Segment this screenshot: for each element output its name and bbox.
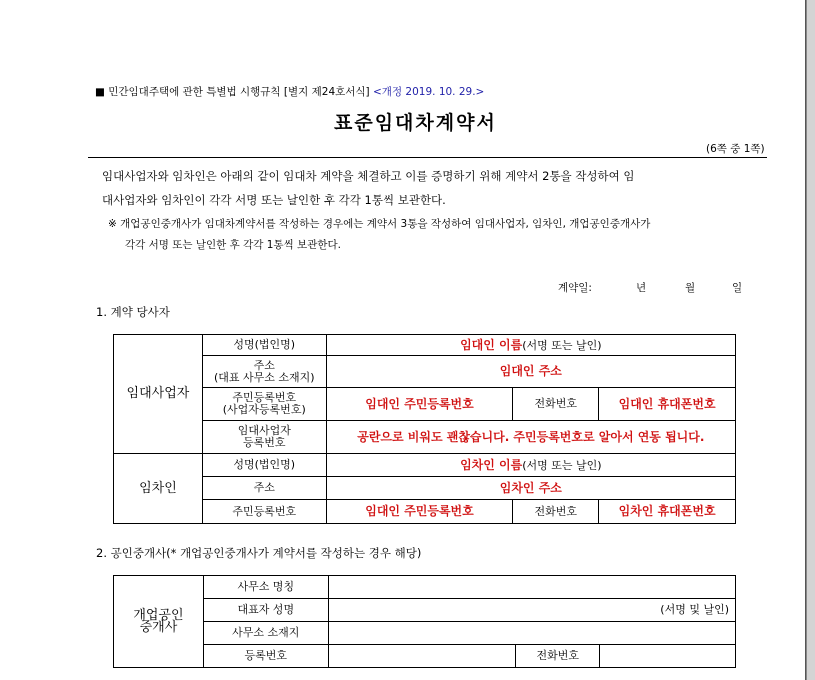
header-divider	[88, 157, 767, 158]
lessee-id-cell[interactable]	[326, 500, 513, 524]
broker-sign-note: (서명 및 날인)	[660, 603, 729, 616]
lessee-address-cell[interactable]	[326, 477, 735, 500]
broker-address-label: 사무소 소재지	[203, 622, 328, 645]
lessor-reg-value: 공란으로 비워도 괜찮습니다. 주민등록번호로 알아서 연동 됩니다.	[357, 429, 705, 444]
lessor-reg-cell[interactable]	[326, 421, 735, 454]
page-indicator: (6쪽 중 1쪽)	[706, 143, 765, 155]
section1-title: 1. 계약 당사자	[96, 305, 170, 319]
broker-phone-label: 전화번호	[516, 645, 600, 668]
section2-title: 2. 공인중개사(* 개업공인중개사가 계약서를 작성하는 경우 해당)	[96, 546, 422, 560]
lessor-sign-note: (서명 또는 날인)	[522, 338, 602, 352]
contract-date-label: 계약일:	[558, 282, 592, 294]
lessor-address-cell[interactable]	[326, 356, 735, 388]
broker-reg-label: 등록번호	[203, 645, 328, 668]
broker-rep-cell[interactable]	[328, 599, 735, 622]
broker-rep-label: 대표자 성명	[203, 599, 328, 622]
lessor-address-row	[114, 356, 736, 388]
lessor-address-value: 임대인 주소	[499, 364, 562, 378]
intro-line-2: 대사업자와 임차인이 각각 서명 또는 날인한 후 각각 1통씩 보관한다.	[102, 193, 446, 207]
lessor-id-cell[interactable]	[326, 388, 513, 421]
broker-rep-row	[114, 599, 736, 622]
broker-address-row	[114, 622, 736, 645]
lessor-id-row	[114, 388, 736, 421]
lessor-address-label: 주소 (대표 사무소 소재지)	[202, 356, 326, 388]
lessor-phone-value: 임대인 휴대폰번호	[618, 396, 716, 411]
lessee-phone-cell[interactable]	[599, 500, 736, 524]
lessor-name-value: 임대인 이름	[460, 337, 523, 352]
lessee-id-label: 주민등록번호	[202, 500, 326, 524]
lessee-name-label: 성명(법인명)	[202, 454, 326, 477]
intro-line-1: 임대사업자와 임차인은 아래의 같이 임대차 계약을 체결하고 이를 증명하기 위해 계약서 2통을 작성하여 임	[102, 169, 635, 183]
rule-reference: ■ 민간임대주택에 관한 특별법 시행규칙 [별지 제24호서식] <개정 2019. 10. 29.>	[95, 86, 485, 98]
broker-phone-cell[interactable]	[600, 645, 736, 668]
lessor-name-row	[114, 335, 736, 356]
lessee-sign-note: (서명 또는 날인)	[522, 458, 602, 472]
broker-office-row	[114, 576, 736, 599]
vertical-scrollbar[interactable]	[806, 0, 815, 680]
broker-office-label: 사무소 명칭	[203, 576, 328, 599]
broker-group-label: 개업공인 중개사	[114, 576, 204, 668]
parties-table	[113, 334, 736, 524]
lessor-group-label: 임대사업자	[114, 335, 203, 454]
lessor-name-label: 성명(법인명)	[202, 335, 326, 356]
lessee-id-row	[114, 500, 736, 524]
lessor-reg-row	[114, 421, 736, 454]
broker-table	[113, 575, 736, 668]
amendment-note: <개정 2019. 10. 29.>	[373, 86, 485, 98]
intro-note-2: 각각 서명 또는 날인한 후 각각 1통씩 보관한다.	[125, 239, 341, 251]
contract-date-year: 년	[636, 282, 647, 294]
intro-note-1: ※ 개업공인중개사가 임대차계약서를 작성하는 경우에는 계약서 3통을 작성하여 임대사업자, 임차인, 개업공인중개사가	[108, 218, 651, 230]
lessor-name-cell[interactable]	[326, 335, 735, 356]
broker-reg-cell[interactable]	[328, 645, 516, 668]
lessee-phone-value: 임차인 휴대폰번호	[618, 504, 716, 518]
lessee-phone-label: 전화번호	[513, 500, 599, 524]
lessee-address-value: 임차인 주소	[499, 480, 562, 495]
lessor-reg-label: 임대사업자 등록번호	[202, 421, 326, 454]
broker-office-cell[interactable]	[328, 576, 735, 599]
lessor-phone-cell[interactable]	[599, 388, 736, 421]
broker-address-cell[interactable]	[328, 622, 735, 645]
lessee-name-row	[114, 454, 736, 477]
contract-date-month: 월	[685, 282, 696, 294]
lessor-id-value: 임대인 주민등록번호	[365, 396, 474, 411]
lessor-phone-label: 전화번호	[513, 388, 599, 421]
lessee-name-cell[interactable]	[326, 454, 735, 477]
lessee-name-value: 임차인 이름	[460, 457, 523, 472]
lessee-group-label: 임차인	[114, 454, 203, 524]
lessee-address-row	[114, 477, 736, 500]
contract-date-day: 일	[732, 282, 743, 294]
lessee-address-label: 주소	[202, 477, 326, 500]
document-title: 표준임대차계약서	[334, 112, 497, 134]
lessee-id-value: 임대인 주민등록번호	[365, 504, 474, 518]
broker-reg-row	[114, 645, 736, 668]
lessor-id-label: 주민등록번호 (사업자등록번호)	[202, 388, 326, 421]
